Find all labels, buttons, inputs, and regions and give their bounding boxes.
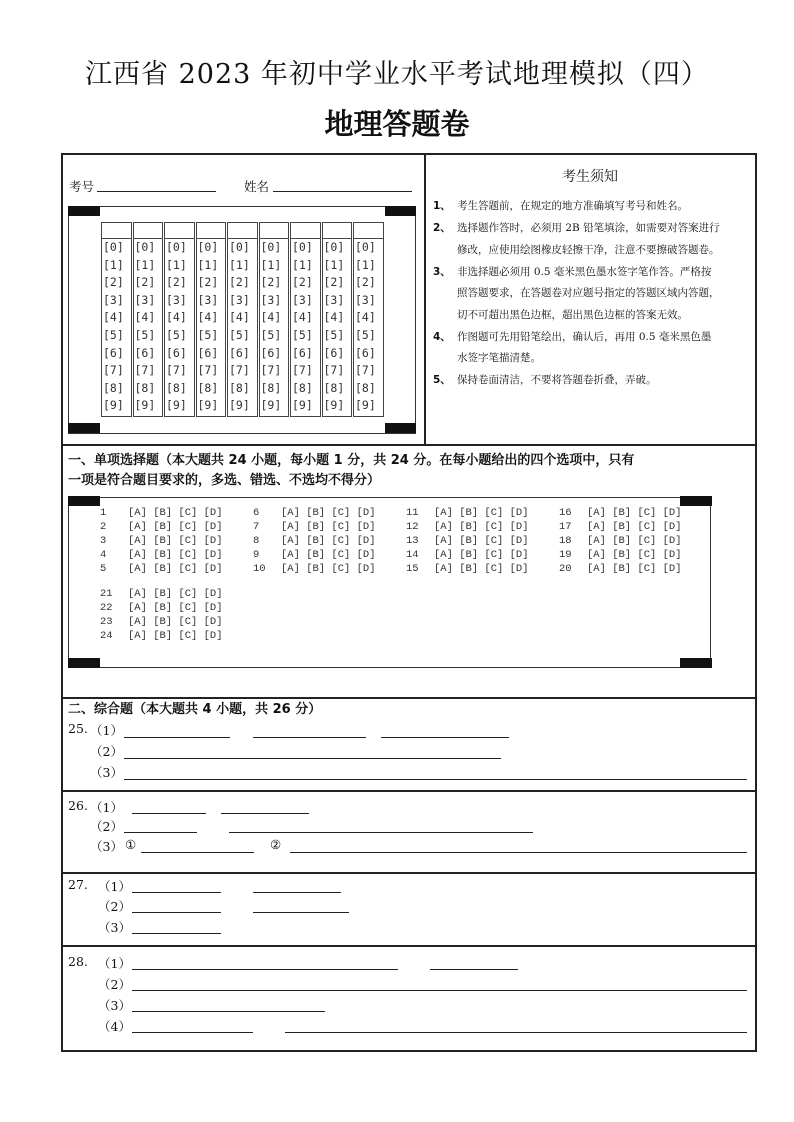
choice-options-q3[interactable]: [A] [B] [C] [D] <box>128 535 223 547</box>
answer-blank[interactable] <box>253 912 349 913</box>
digit-bubble[interactable]: [4] <box>166 310 187 325</box>
digit-bubble[interactable]: [9] <box>292 398 313 413</box>
digit-bubble[interactable]: [8] <box>355 380 376 395</box>
divider <box>61 872 755 874</box>
digit-bubble[interactable]: [6] <box>103 345 124 360</box>
digit-bubble[interactable]: [6] <box>355 345 376 360</box>
choice-number: 15 <box>406 563 419 575</box>
corner-mark <box>680 496 712 506</box>
digit-bubble[interactable]: [1] <box>229 257 250 272</box>
notice-item-number: 4、 <box>433 330 451 343</box>
digit-bubble[interactable]: [5] <box>292 328 313 342</box>
answer-blank[interactable] <box>430 969 518 970</box>
digit-bubble[interactable]: [8] <box>229 380 250 395</box>
digit-bubble[interactable]: [1] <box>355 257 376 272</box>
digit-bubble[interactable]: [2] <box>229 275 250 290</box>
answer-blank[interactable] <box>124 832 197 833</box>
q26-part3: （3） <box>90 839 123 854</box>
answer-blank[interactable] <box>132 813 206 814</box>
choice-options-q15[interactable]: [A] [B] [C] [D] <box>434 563 529 575</box>
digit-bubble[interactable]: [3] <box>229 292 250 307</box>
q26-part2: （2） <box>90 819 123 834</box>
digit-bubble[interactable]: [3] <box>323 292 345 307</box>
digit-bubble[interactable]: [2] <box>166 275 187 290</box>
q27-number: 27. <box>68 877 88 892</box>
choice-number: 7 <box>253 521 260 533</box>
notice-item-text: 照答题要求，在答题卷对应题号指定的答题区域内答题， <box>457 287 720 300</box>
digit-bubble[interactable]: [5] <box>229 328 250 342</box>
digit-bubble[interactable]: [0] <box>229 240 250 254</box>
digit-bubble[interactable]: [5] <box>355 328 376 342</box>
digit-bubble[interactable]: [4] <box>134 310 156 325</box>
digit-bubble[interactable]: [8] <box>260 380 282 395</box>
answer-blank[interactable] <box>221 813 309 814</box>
choice-options-q17[interactable]: [A] [B] [C] [D] <box>587 521 682 533</box>
digit-bubble[interactable]: [5] <box>134 328 156 342</box>
divider <box>61 444 755 446</box>
notice-item-number: 2、 <box>433 222 451 235</box>
digit-bubble[interactable]: [9] <box>103 398 124 413</box>
digit-bubble[interactable]: [8] <box>292 380 313 395</box>
exam-number-field[interactable] <box>97 191 216 192</box>
answer-blank[interactable] <box>381 737 509 738</box>
choice-number: 19 <box>559 549 572 561</box>
q25-part2: （2） <box>90 744 123 759</box>
digit-bubble[interactable]: [5] <box>197 328 219 342</box>
choice-options-q18[interactable]: [A] [B] [C] [D] <box>587 535 682 547</box>
q26-part1: （1） <box>90 800 123 815</box>
q28-part3: （3） <box>98 998 131 1013</box>
digit-bubble[interactable]: [7] <box>355 363 376 378</box>
choice-number: 4 <box>100 549 107 561</box>
q27-part3: （3） <box>98 920 131 935</box>
name-label: 姓名 <box>244 179 270 194</box>
answer-blank[interactable] <box>132 892 221 893</box>
digit-bubble[interactable]: [1] <box>260 257 282 272</box>
digit-bubble[interactable]: [3] <box>103 292 124 307</box>
q27-part2: （2） <box>98 899 131 914</box>
choice-options-q21[interactable]: [A] [B] [C] [D] <box>128 588 223 600</box>
answer-blank[interactable] <box>124 779 747 780</box>
digit-bubble[interactable]: [0] <box>292 240 313 254</box>
digit-bubble[interactable]: [4] <box>355 310 376 325</box>
notice-item-text: 水签字笔描清楚。 <box>457 352 541 365</box>
q28-part4: （4） <box>98 1019 131 1034</box>
choice-number: 17 <box>559 521 572 533</box>
digit-bubble[interactable]: [7] <box>166 363 187 378</box>
digit-bubble[interactable]: [4] <box>103 310 124 325</box>
choice-number: 12 <box>406 521 419 533</box>
choice-options-q2[interactable]: [A] [B] [C] [D] <box>128 521 223 533</box>
digit-bubble[interactable]: [9] <box>229 398 250 413</box>
digit-bubble[interactable]: [7] <box>197 363 219 378</box>
answer-blank[interactable] <box>132 990 747 991</box>
digit-bubble[interactable]: [9] <box>166 398 187 413</box>
digit-write-cell[interactable] <box>164 238 195 239</box>
digit-bubble[interactable]: [4] <box>292 310 313 325</box>
digit-bubble[interactable]: [0] <box>134 240 156 254</box>
choice-options-q20[interactable]: [A] [B] [C] [D] <box>587 563 682 575</box>
top-divider <box>424 153 426 445</box>
digit-bubble[interactable]: [3] <box>197 292 219 307</box>
digit-bubble[interactable]: [9] <box>134 398 156 413</box>
digit-bubble[interactable]: [4] <box>323 310 345 325</box>
choice-options-q12[interactable]: [A] [B] [C] [D] <box>434 521 529 533</box>
digit-bubble[interactable]: [9] <box>355 398 376 413</box>
choice-options-q5[interactable]: [A] [B] [C] [D] <box>128 563 223 575</box>
corner-mark <box>68 206 100 216</box>
section1-heading-line1: 一、单项选择题（本大题共 24 小题，每小题 1 分，共 24 分。在每小题给出的四个选项中，只有 <box>68 453 635 468</box>
q28-part2: （2） <box>98 977 131 992</box>
divider <box>61 790 755 792</box>
choice-options-q4[interactable]: [A] [B] [C] [D] <box>128 549 223 561</box>
answer-blank[interactable] <box>290 852 747 853</box>
digit-bubble[interactable]: [5] <box>166 328 187 342</box>
choice-number: 8 <box>253 535 260 547</box>
digit-bubble[interactable]: [6] <box>229 345 250 360</box>
divider <box>61 945 755 947</box>
choice-options-q10[interactable]: [A] [B] [C] [D] <box>281 563 376 575</box>
choice-number: 1 <box>100 507 107 519</box>
answer-blank[interactable] <box>285 1032 747 1033</box>
choice-options-q7[interactable]: [A] [B] [C] [D] <box>281 521 376 533</box>
choice-number: 24 <box>100 630 113 642</box>
choice-number: 6 <box>253 507 260 519</box>
digit-bubble[interactable]: [7] <box>103 363 124 378</box>
digit-bubble[interactable]: [1] <box>292 257 313 272</box>
digit-bubble[interactable]: [3] <box>260 292 282 307</box>
digit-write-cell[interactable] <box>227 238 258 239</box>
digit-bubble[interactable]: [3] <box>134 292 156 307</box>
digit-bubble[interactable]: [6] <box>260 345 282 360</box>
digit-write-cell[interactable] <box>290 238 321 239</box>
choice-number: 21 <box>100 588 113 600</box>
corner-mark <box>68 658 100 668</box>
choice-options-q6[interactable]: [A] [B] [C] [D] <box>281 507 376 519</box>
digit-bubble[interactable]: [1] <box>197 257 219 272</box>
corner-mark <box>68 423 100 433</box>
q27-part1: （1） <box>98 879 131 894</box>
digit-write-cell[interactable] <box>196 238 227 239</box>
digit-bubble[interactable]: [7] <box>260 363 282 378</box>
notice-item-number: 5、 <box>433 374 451 387</box>
answer-blank[interactable] <box>132 933 221 934</box>
choice-number: 3 <box>100 535 107 547</box>
notice-item-text: 保持卷面清洁，不要将答题卷折叠，弄破。 <box>457 374 657 387</box>
q26-number: 26. <box>68 798 88 813</box>
digit-bubble[interactable]: [7] <box>134 363 156 378</box>
choice-number: 5 <box>100 563 107 575</box>
digit-bubble[interactable]: [8] <box>323 380 345 395</box>
choice-options-q22[interactable]: [A] [B] [C] [D] <box>128 602 223 614</box>
digit-bubble[interactable]: [9] <box>197 398 219 413</box>
answer-blank[interactable] <box>141 852 254 853</box>
choice-options-q16[interactable]: [A] [B] [C] [D] <box>587 507 682 519</box>
digit-bubble[interactable]: [8] <box>197 380 219 395</box>
notice-item-text: 作图题可先用铅笔绘出，确认后，再用 0.5 毫米黑色墨 <box>457 330 712 343</box>
digit-bubble[interactable]: [1] <box>166 257 187 272</box>
choice-number: 22 <box>100 602 113 614</box>
digit-bubble[interactable]: [4] <box>229 310 250 325</box>
q26-circle1: ① <box>125 837 137 852</box>
digit-bubble[interactable]: [7] <box>323 363 345 378</box>
q28-part1: （1） <box>98 956 131 971</box>
digit-bubble[interactable]: [2] <box>355 275 376 290</box>
notice-item-text: 选择题作答时，必须用 2B 铅笔填涂，如需要对答案进行 <box>457 222 720 235</box>
choice-options-q8[interactable]: [A] [B] [C] [D] <box>281 535 376 547</box>
digit-bubble[interactable]: [6] <box>323 345 345 360</box>
digit-bubble[interactable]: [0] <box>323 240 345 254</box>
digit-bubble[interactable]: [2] <box>260 275 282 290</box>
digit-bubble[interactable]: [0] <box>197 240 219 254</box>
digit-write-cell[interactable] <box>133 238 164 239</box>
notice-item-text: 切不可超出黑色边框，超出黑色边框的答案无效。 <box>457 308 688 321</box>
digit-bubble[interactable]: [5] <box>103 328 124 342</box>
digit-bubble[interactable]: [3] <box>355 292 376 307</box>
digit-bubble[interactable]: [6] <box>166 345 187 360</box>
digit-bubble[interactable]: [1] <box>134 257 156 272</box>
digit-bubble[interactable]: [3] <box>292 292 313 307</box>
choice-number: 16 <box>559 507 572 519</box>
notice-item-number: 1、 <box>433 200 451 212</box>
notice-item-text: 非选择题必须用 0.5 毫米黑色墨水签字笔作答。严格按 <box>457 265 712 278</box>
corner-mark <box>385 206 416 216</box>
digit-bubble[interactable]: [3] <box>166 292 187 307</box>
notice-item-number: 3、 <box>433 265 451 278</box>
choice-options-q13[interactable]: [A] [B] [C] [D] <box>434 535 529 547</box>
choice-options-q24[interactable]: [A] [B] [C] [D] <box>128 630 223 642</box>
choice-options-q19[interactable]: [A] [B] [C] [D] <box>587 549 682 561</box>
answer-blank[interactable] <box>124 737 230 738</box>
page-title: 江西省 2023 年初中学业水平考试地理模拟（四） <box>85 59 709 90</box>
choice-number: 11 <box>406 507 419 519</box>
choice-number: 18 <box>559 535 572 547</box>
digit-bubble[interactable]: [6] <box>134 345 156 360</box>
name-field[interactable] <box>273 191 412 192</box>
choice-number: 14 <box>406 549 419 561</box>
digit-bubble[interactable]: [8] <box>166 380 187 395</box>
digit-write-cell[interactable] <box>259 238 290 239</box>
choice-options-q1[interactable]: [A] [B] [C] [D] <box>128 507 223 519</box>
digit-bubble[interactable]: [2] <box>197 275 219 290</box>
digit-bubble[interactable]: [2] <box>103 275 124 290</box>
digit-bubble[interactable]: [0] <box>260 240 282 254</box>
corner-mark <box>68 496 100 506</box>
page-subtitle: 地理答题卷 <box>324 107 470 141</box>
digit-write-cell[interactable] <box>353 238 384 239</box>
choice-number: 9 <box>253 549 260 561</box>
notice-title: 考生须知 <box>562 169 618 185</box>
section1-heading-line2: 一项是符合题目要求的，多选、错选、不选均不得分） <box>68 473 381 488</box>
answer-blank[interactable] <box>253 892 341 893</box>
q28-number: 28. <box>68 954 88 969</box>
answer-blank[interactable] <box>229 832 533 833</box>
digit-bubble[interactable]: [8] <box>103 380 124 395</box>
q25-part3: （3） <box>90 765 123 780</box>
digit-bubble[interactable]: [4] <box>260 310 282 325</box>
q25-part1: （1） <box>90 723 123 738</box>
section2-heading: 二、综合题（本大题共 4 小题，共 26 分） <box>68 702 322 717</box>
digit-bubble[interactable]: [6] <box>292 345 313 360</box>
answer-blank[interactable] <box>132 1032 253 1033</box>
q26-circle2: ② <box>270 837 282 852</box>
answer-blank[interactable] <box>253 737 366 738</box>
choice-number: 13 <box>406 535 419 547</box>
choice-options-q14[interactable]: [A] [B] [C] [D] <box>434 549 529 561</box>
digit-bubble[interactable]: [1] <box>323 257 345 272</box>
choice-options-q11[interactable]: [A] [B] [C] [D] <box>434 507 529 519</box>
digit-bubble[interactable]: [2] <box>323 275 345 290</box>
digit-bubble[interactable]: [0] <box>166 240 187 254</box>
choice-number: 23 <box>100 616 113 628</box>
notice-item-text: 考生答题前，在规定的地方准确填写考号和姓名。 <box>457 200 688 212</box>
digit-bubble[interactable]: [0] <box>103 240 124 254</box>
corner-mark <box>680 658 712 668</box>
digit-bubble[interactable]: [4] <box>197 310 219 325</box>
q25-number: 25. <box>68 721 88 736</box>
digit-bubble[interactable]: [7] <box>229 363 250 378</box>
digit-write-cell[interactable] <box>101 238 132 239</box>
choice-options-q9[interactable]: [A] [B] [C] [D] <box>281 549 376 561</box>
digit-bubble[interactable]: [5] <box>260 328 282 342</box>
answer-blank[interactable] <box>124 758 501 759</box>
answer-blank[interactable] <box>132 969 398 970</box>
digit-bubble[interactable]: [5] <box>323 328 345 342</box>
digit-bubble[interactable]: [7] <box>292 363 313 378</box>
exam-number-label: 考号 <box>69 179 95 194</box>
digit-bubble[interactable]: [2] <box>134 275 156 290</box>
corner-mark <box>385 423 416 433</box>
digit-bubble[interactable]: [1] <box>103 257 124 272</box>
choice-number: 10 <box>253 563 266 575</box>
notice-item-text: 修改，应使用绘图橡皮轻擦干净，注意不要擦破答题卷。 <box>457 243 720 256</box>
digit-bubble[interactable]: [9] <box>323 398 345 413</box>
digit-bubble[interactable]: [6] <box>197 345 219 360</box>
choice-number: 20 <box>559 563 572 575</box>
digit-bubble[interactable]: [0] <box>355 240 376 254</box>
digit-write-cell[interactable] <box>322 238 353 239</box>
answer-blank[interactable] <box>132 1011 325 1012</box>
digit-bubble[interactable]: [2] <box>292 275 313 290</box>
choice-options-q23[interactable]: [A] [B] [C] [D] <box>128 616 223 628</box>
choice-number: 2 <box>100 521 107 533</box>
digit-bubble[interactable]: [8] <box>134 380 156 395</box>
digit-bubble[interactable]: [9] <box>260 398 282 413</box>
answer-blank[interactable] <box>132 912 221 913</box>
